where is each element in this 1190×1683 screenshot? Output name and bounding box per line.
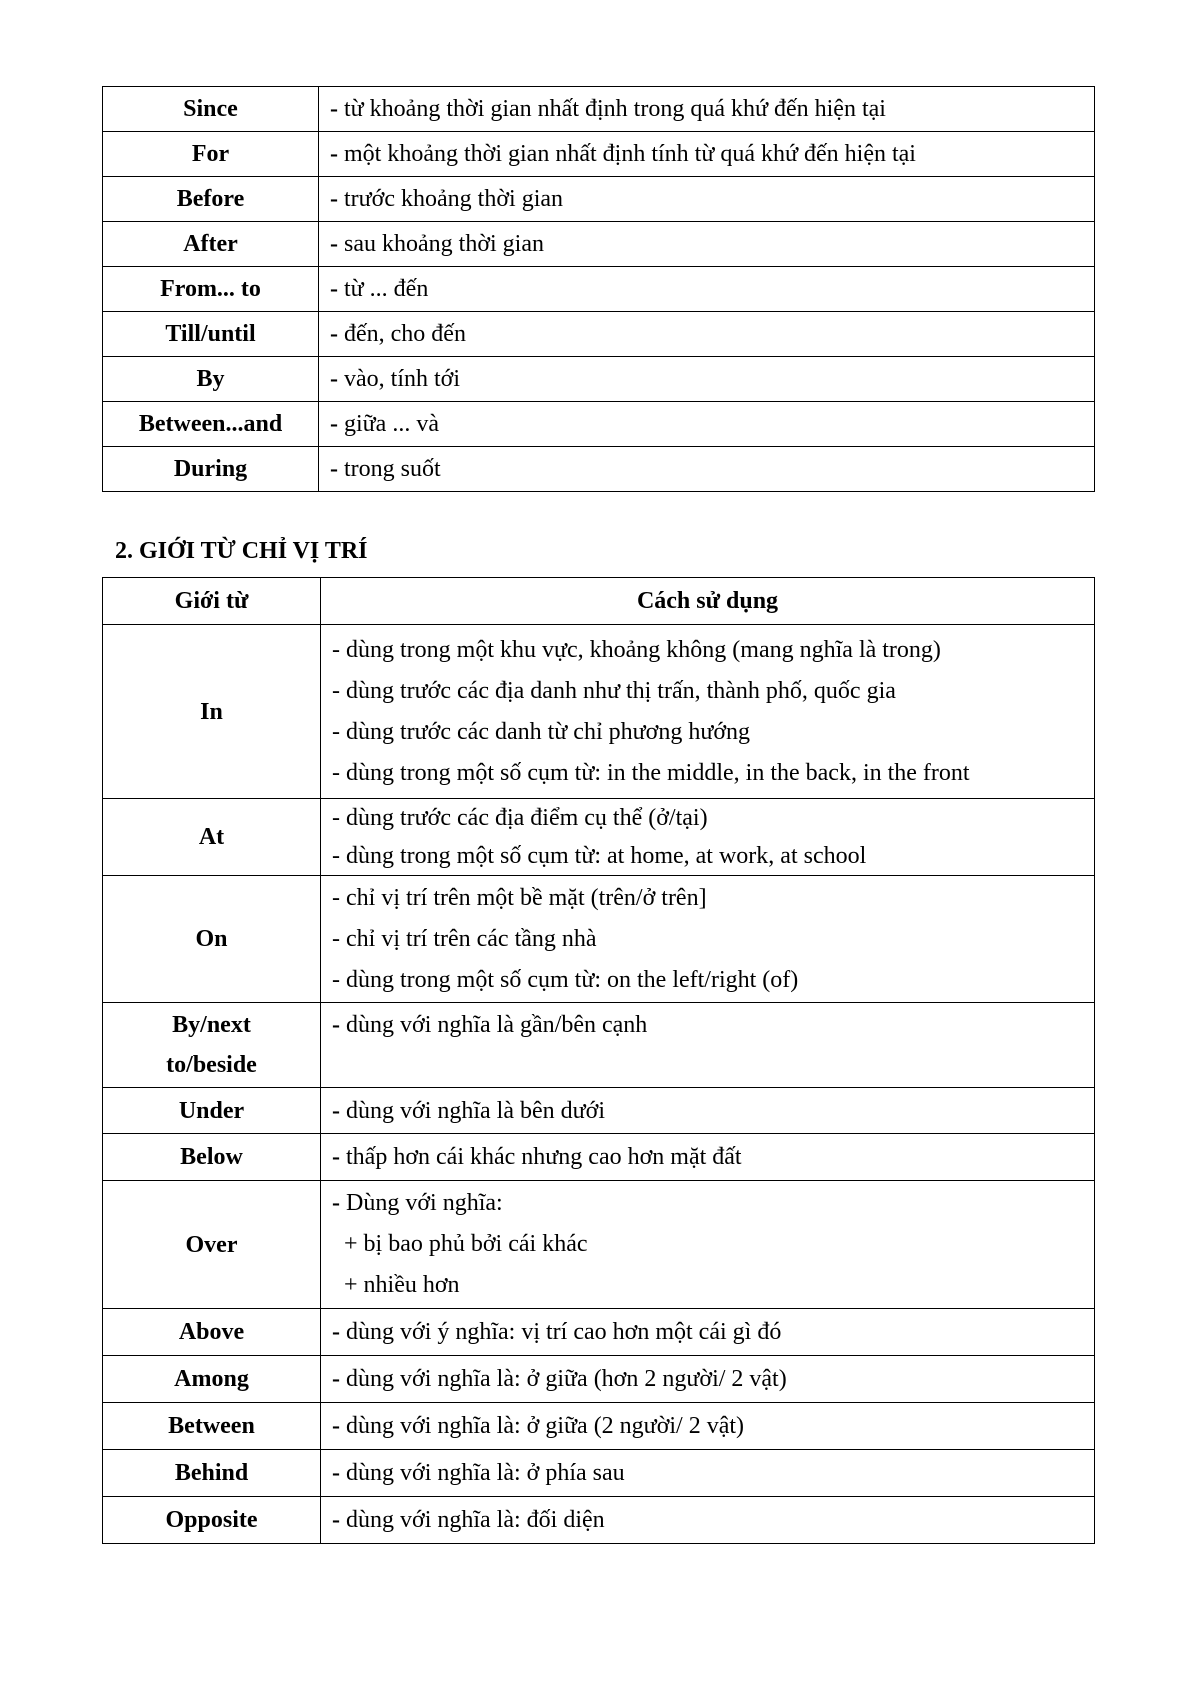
usage-line: - dùng trong một khu vực, khoảng không (mang nghĩa là trong) bbox=[332, 636, 941, 663]
meaning-text: một khoảng thời gian nhất định tính từ quá khứ đến hiện tại bbox=[344, 141, 916, 167]
table-row-among bbox=[103, 1356, 1095, 1403]
usage-text: dùng trong một số cụm từ: in the middle, in the back, in the front bbox=[346, 759, 970, 786]
usage-below: - thấp hơn cái khác nhưng cao hơn mặt đất bbox=[321, 1134, 1095, 1181]
usage-text: dùng với nghĩa là: ở giữa (hơn 2 người/ 2 vật) bbox=[346, 1366, 787, 1392]
table-row bbox=[103, 132, 1095, 177]
table-row-on bbox=[103, 876, 1095, 1003]
term-line: to/beside bbox=[166, 1052, 257, 1078]
table-row bbox=[103, 267, 1095, 312]
usage-line: - dùng trước các địa điểm cụ thể (ở/tại) bbox=[332, 805, 708, 831]
table-row-behind bbox=[103, 1450, 1095, 1497]
usage-text: dùng với nghĩa là bên dưới bbox=[346, 1097, 606, 1124]
table-row bbox=[103, 312, 1095, 357]
preposition-meaning: - trong suốt bbox=[319, 447, 1095, 492]
usage-text: dùng với nghĩa là gần/bên cạnh bbox=[346, 1012, 648, 1038]
table-row-under bbox=[103, 1088, 1095, 1134]
usage-between: - dùng với nghĩa là: ở giữa (2 người/ 2 vật) bbox=[321, 1403, 1095, 1450]
usage-line: - Dùng với nghĩa: bbox=[332, 1190, 503, 1216]
term-in: In bbox=[103, 625, 321, 799]
usage-line: + nhiều hơn bbox=[344, 1272, 460, 1298]
time-prepositions-body bbox=[103, 87, 1095, 492]
usage-line: - dùng trước các địa danh như thị trấn, thành phố, quốc gia bbox=[332, 677, 896, 704]
preposition-meaning: - một khoảng thời gian nhất định tính từ quá khứ đến hiện tại bbox=[319, 132, 1095, 177]
place-prepositions-table bbox=[102, 577, 1095, 1544]
term-over: Over bbox=[103, 1181, 321, 1309]
usage-under: - dùng với nghĩa là bên dưới bbox=[321, 1088, 1095, 1134]
preposition-term: During bbox=[103, 447, 319, 492]
usage-text: dùng trước các địa danh như thị trấn, thành phố, quốc gia bbox=[346, 677, 896, 704]
preposition-meaning: - giữa ... và bbox=[319, 402, 1095, 447]
preposition-term: Since bbox=[103, 87, 319, 132]
header-preposition: Giới từ bbox=[103, 578, 321, 625]
table-row-above bbox=[103, 1309, 1095, 1356]
table-row-between bbox=[103, 1403, 1095, 1450]
meaning-text: trong suốt bbox=[344, 456, 441, 482]
term-under: Under bbox=[103, 1088, 321, 1134]
usage-over bbox=[321, 1181, 1095, 1309]
usage-text: chỉ vị trí trên các tầng nhà bbox=[346, 925, 597, 952]
usage-text: thấp hơn cái khác nhưng cao hơn mặt đất bbox=[346, 1144, 742, 1170]
meaning-text: vào, tính tới bbox=[344, 366, 461, 392]
usage-text: dùng trước các danh từ chỉ phương hướng bbox=[346, 718, 751, 745]
preposition-meaning: - vào, tính tới bbox=[319, 357, 1095, 402]
term-at: At bbox=[103, 799, 321, 876]
usage-line: - dùng trong một số cụm từ: at home, at work, at school bbox=[332, 843, 867, 869]
term-line: By/next bbox=[172, 1012, 251, 1038]
usage-on bbox=[321, 876, 1095, 1003]
table-row-below bbox=[103, 1134, 1095, 1181]
term-opposite: Opposite bbox=[103, 1497, 321, 1544]
usage-text: dùng trong một khu vực, khoảng không (mang nghĩa là trong) bbox=[346, 636, 941, 663]
table-header-row bbox=[103, 578, 1095, 625]
term-on: On bbox=[103, 876, 321, 1003]
preposition-term: Till/until bbox=[103, 312, 319, 357]
meaning-text: sau khoảng thời gian bbox=[344, 231, 544, 257]
preposition-term: From... to bbox=[103, 267, 319, 312]
usage-text: dùng với nghĩa là: ở phía sau bbox=[346, 1460, 625, 1486]
usage-in bbox=[321, 625, 1095, 799]
table-row-bynext bbox=[103, 1003, 1095, 1088]
meaning-text: từ khoảng thời gian nhất định trong quá khứ đến hiện tại bbox=[344, 96, 886, 122]
preposition-meaning: - sau khoảng thời gian bbox=[319, 222, 1095, 267]
term-below: Below bbox=[103, 1134, 321, 1181]
preposition-meaning: - trước khoảng thời gian bbox=[319, 177, 1095, 222]
header-usage: Cách sử dụng bbox=[321, 578, 1095, 625]
usage-line: - dùng trước các danh từ chỉ phương hướng bbox=[332, 718, 751, 745]
usage-line: - dùng trong một số cụm từ: in the middle, in the back, in the front bbox=[332, 759, 970, 786]
usage-bynext: - dùng với nghĩa là gần/bên cạnh bbox=[321, 1003, 1095, 1088]
usage-line: - chỉ vị trí trên một bề mặt (trên/ở trên] bbox=[332, 884, 707, 911]
usage-text: dùng với ý nghĩa: vị trí cao hơn một cái gì đó bbox=[346, 1319, 782, 1345]
usage-among: - dùng với nghĩa là: ở giữa (hơn 2 người/ 2 vật) bbox=[321, 1356, 1095, 1403]
meaning-text: đến, cho đến bbox=[344, 321, 466, 347]
usage-at bbox=[321, 799, 1095, 876]
table-row-in bbox=[103, 625, 1095, 799]
table-row-opposite bbox=[103, 1497, 1095, 1544]
preposition-term: By bbox=[103, 357, 319, 402]
table-row bbox=[103, 222, 1095, 267]
usage-line: + bị bao phủ bởi cái khác bbox=[344, 1231, 588, 1257]
usage-above: - dùng với ý nghĩa: vị trí cao hơn một cái gì đó bbox=[321, 1309, 1095, 1356]
usage-text: Dùng với nghĩa: bbox=[346, 1190, 503, 1216]
preposition-term: For bbox=[103, 132, 319, 177]
time-prepositions-table bbox=[102, 86, 1095, 492]
term-between: Between bbox=[103, 1403, 321, 1450]
term-among: Among bbox=[103, 1356, 321, 1403]
preposition-meaning: - từ ... đến bbox=[319, 267, 1095, 312]
usage-text: dùng trong một số cụm từ: on the left/right (of) bbox=[346, 966, 799, 993]
table-row-over bbox=[103, 1181, 1095, 1309]
table-row bbox=[103, 177, 1095, 222]
table-row bbox=[103, 87, 1095, 132]
table-row bbox=[103, 357, 1095, 402]
preposition-term: After bbox=[103, 222, 319, 267]
term-by-next-to-beside bbox=[103, 1003, 321, 1088]
table-row bbox=[103, 447, 1095, 492]
section-heading: 2. GIỚI TỪ CHỈ VỊ TRÍ bbox=[115, 538, 368, 564]
usage-behind: - dùng với nghĩa là: ở phía sau bbox=[321, 1450, 1095, 1497]
meaning-text: trước khoảng thời gian bbox=[344, 186, 564, 212]
preposition-meaning: - từ khoảng thời gian nhất định trong quá khứ đến hiện tại bbox=[319, 87, 1095, 132]
preposition-term: Before bbox=[103, 177, 319, 222]
table-row-at bbox=[103, 799, 1095, 876]
preposition-meaning: - đến, cho đến bbox=[319, 312, 1095, 357]
usage-line: - chỉ vị trí trên các tầng nhà bbox=[332, 925, 597, 952]
preposition-term: Between...and bbox=[103, 402, 319, 447]
usage-line: - dùng trong một số cụm từ: on the left/right (of) bbox=[332, 966, 799, 993]
table-row bbox=[103, 402, 1095, 447]
usage-opposite: - dùng với nghĩa là: đối diện bbox=[321, 1497, 1095, 1544]
usage-text: dùng với nghĩa là: đối diện bbox=[346, 1507, 605, 1533]
usage-text: chỉ vị trí trên một bề mặt (trên/ở trên] bbox=[346, 884, 707, 911]
meaning-text: giữa ... và bbox=[344, 411, 439, 437]
term-behind: Behind bbox=[103, 1450, 321, 1497]
usage-text: dùng trong một số cụm từ: at home, at work, at school bbox=[346, 843, 867, 869]
term-above: Above bbox=[103, 1309, 321, 1356]
usage-text: dùng với nghĩa là: ở giữa (2 người/ 2 vật) bbox=[346, 1413, 745, 1439]
usage-text: dùng trước các địa điểm cụ thể (ở/tại) bbox=[346, 805, 708, 831]
meaning-text: từ ... đến bbox=[344, 276, 429, 302]
